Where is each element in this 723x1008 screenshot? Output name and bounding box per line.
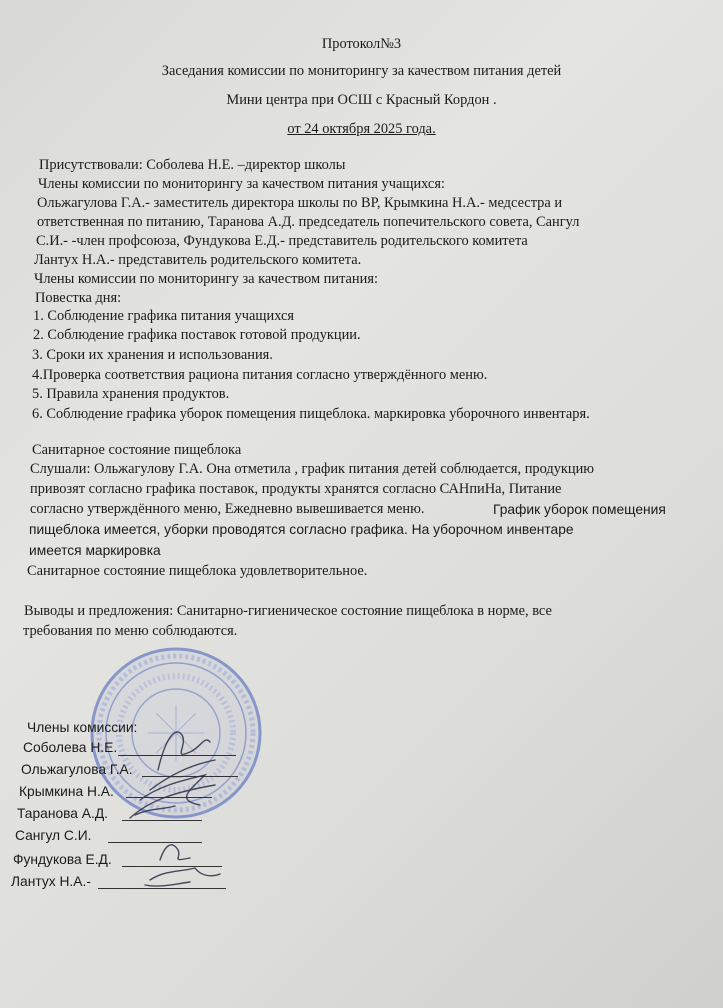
heard-line-1: Слушали: Ольжагулову Г.А. Она отметила , график питания детей соблюдается, продукцию: [30, 461, 595, 477]
status-line: Санитарное состояние пищеблока удовлетворительное.: [27, 563, 368, 579]
members-line-2: ответственная по питанию, Таранова А.Д. председатель попечительского совета, Сангул: [37, 214, 580, 230]
signature-line: [122, 820, 202, 821]
protocol-date: от 24 октября 2025 года.: [287, 121, 436, 137]
agenda-item: 4.Проверка соответствия рациона питания согласно утверждённого меню.: [32, 367, 488, 383]
signatures-title: Члены комиссии:: [27, 720, 138, 735]
signatory-name: Фундукова Е.Д.: [13, 852, 112, 867]
agenda-item: 3. Сроки их хранения и использования.: [32, 347, 273, 363]
heard-line-5: имеется маркировка: [29, 543, 161, 558]
protocol-title: Протокол№3: [321, 36, 402, 52]
agenda-item: 6. Соблюдение графика уборок помещения пищеблока. маркировка уборочного инвентаря.: [32, 406, 590, 422]
signatory-name: Ольжагулова Г.А.: [21, 762, 133, 777]
heard-line-3a: согласно утверждённого меню, Ежедневно вывешивается меню.: [30, 501, 425, 517]
signature-line: [98, 888, 226, 889]
heard-line-2: привозят согласно графика поставок, продукты хранятся согласно САНпиНа, Питание: [30, 481, 562, 497]
members-line-3: С.И.- -член профсоюза, Фундукова Е.Д.- представитель родительского комитета: [36, 233, 528, 249]
members-line-4: Лантух Н.А.- представитель родительского комитета.: [34, 252, 362, 268]
header-line-1: Заседания комиссии по мониторингу за качеством питания детей: [161, 63, 562, 79]
agenda-item: 1. Соблюдение графика питания учащихся: [33, 308, 294, 324]
signatory-name: Таранова А.Д.: [17, 806, 109, 821]
heard-line-4: пищеблока имеется, уборки проводятся согласно графика. На уборочном инвентаре: [29, 522, 574, 537]
conclusions-line-2: требования по меню соблюдаются.: [23, 623, 238, 639]
signature-line: [126, 797, 212, 798]
signature-line: [118, 755, 236, 756]
present-line: Присутствовали: Соболева Н.Е. –директор школы: [39, 157, 346, 173]
signatory-name: Соболева Н.Е.: [23, 740, 118, 755]
conclusions-line-1: Выводы и предложения: Санитарно-гигиеническое состояние пищеблока в норме, все: [24, 603, 552, 619]
signatory-name: Сангул С.И.: [15, 828, 92, 843]
members-intro: Члены комиссии по мониторингу за качеством питания учащихся:: [38, 176, 445, 192]
heard-line-3b: График уборок помещения: [493, 502, 666, 517]
signatory-name: Лантух Н.А.-: [11, 874, 91, 889]
header-line-2: Мини центра при ОСШ с Красный Кордон .: [226, 92, 497, 108]
agenda-item: 2. Соблюдение графика поставок готовой продукции.: [33, 327, 361, 343]
agenda-item: 5. Правила хранения продуктов.: [32, 386, 230, 402]
agenda-title: Повестка дня:: [35, 290, 122, 306]
signature-line: [122, 866, 222, 867]
signature-line: [142, 776, 238, 777]
members-line-1: Ольжагулова Г.А.- заместитель директора школы по ВР, Крымкина Н.А.- медсестра и: [37, 195, 563, 211]
signatory-name: Крымкина Н.А.: [19, 784, 114, 799]
section-title: Санитарное состояние пищеблока: [32, 442, 242, 458]
members-repeat: Члены комиссии по мониторингу за качеством питания:: [34, 271, 378, 287]
signature-line: [108, 842, 202, 843]
